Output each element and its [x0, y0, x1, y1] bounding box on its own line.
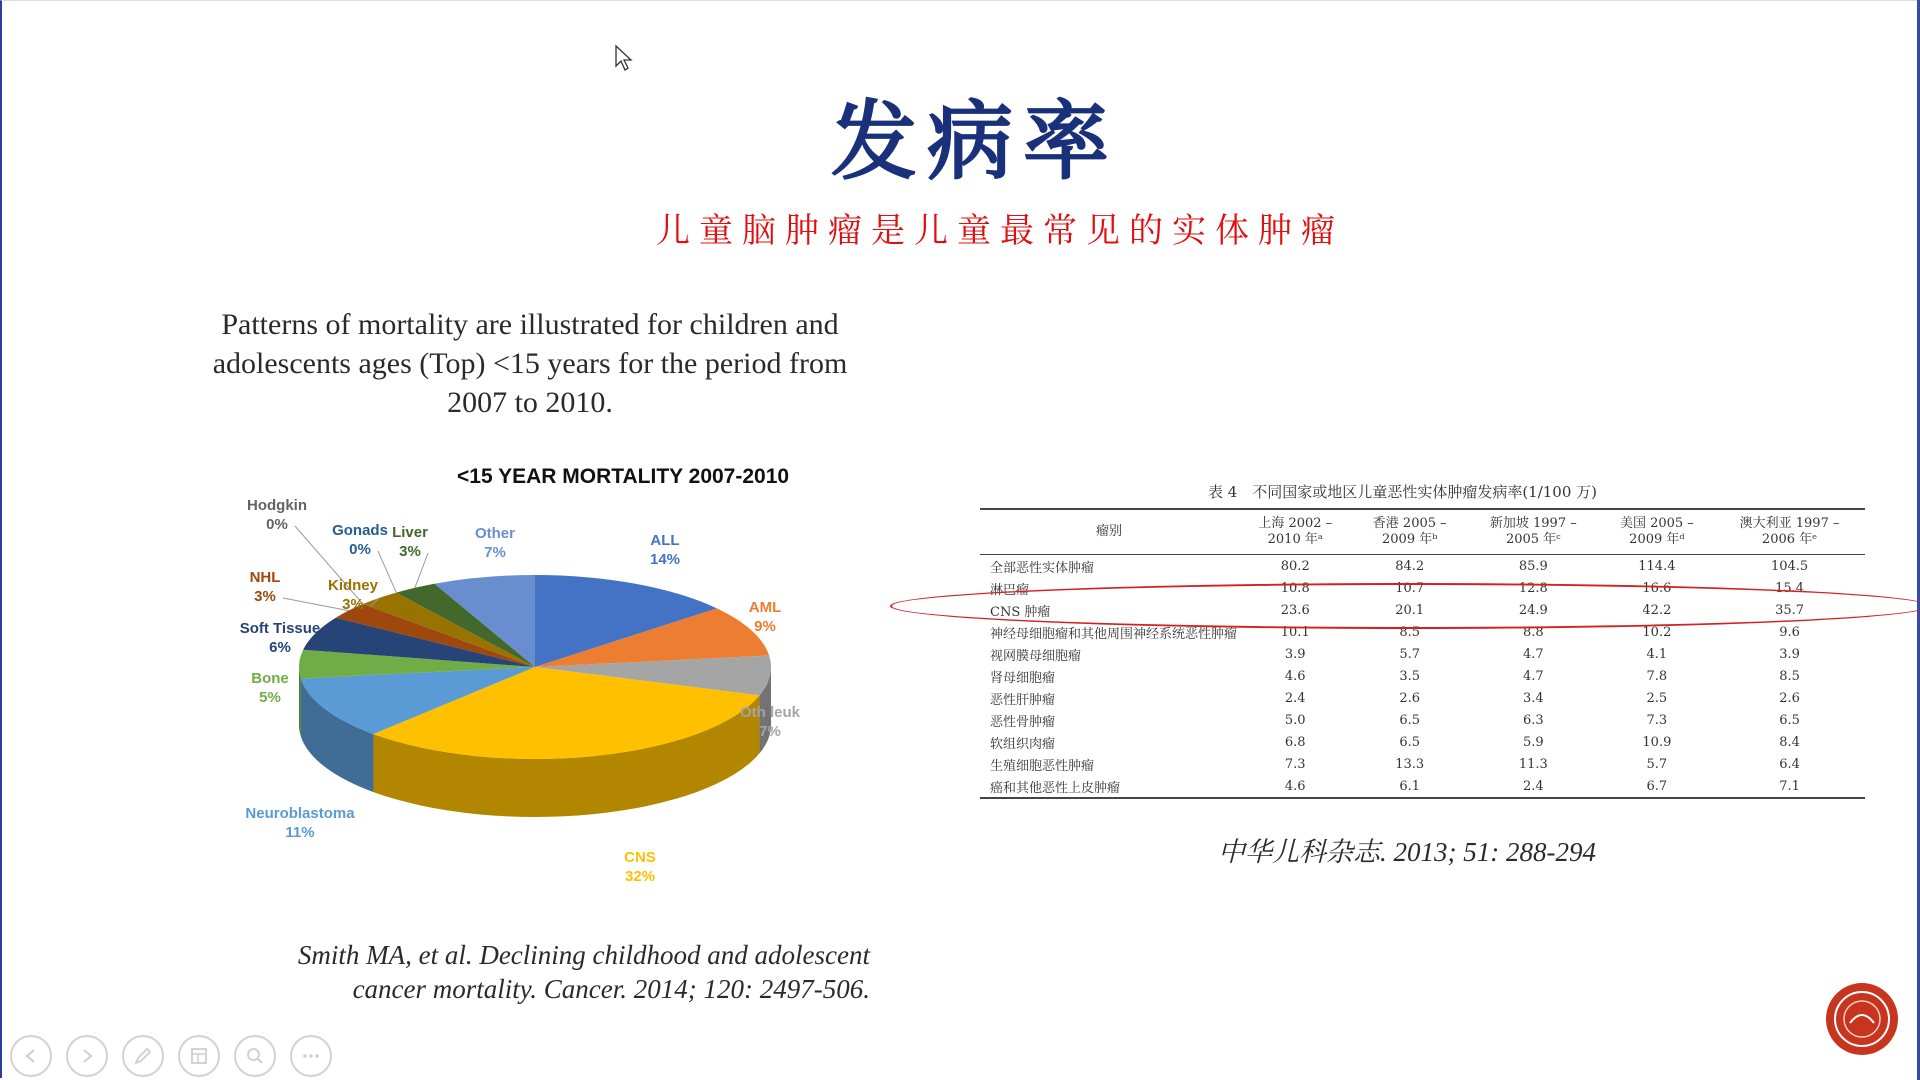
- intro-text: Patterns of mortality are illustrated for children and adolescents ages (Top) <15 years for the period from 2007 to 2010.: [212, 308, 848, 419]
- table-cell: 全部恶性实体肿瘤: [990, 560, 1095, 576]
- table-cell: 6.1: [1399, 778, 1421, 794]
- table-cell: 42.2: [1642, 602, 1672, 618]
- pie-label-value: 5%: [259, 689, 281, 706]
- pie-label-value: 9%: [754, 618, 776, 635]
- table-row: [980, 665, 1865, 687]
- pie-label-name: NHL: [249, 569, 281, 586]
- pie-label-name: Bone: [251, 670, 289, 687]
- zoom-icon: [245, 1046, 265, 1066]
- table-cell: 神经母细胞瘤和其他周围神经系统恶性肿瘤: [990, 626, 1238, 642]
- table-header-line2: 2009 年ᵈ: [1629, 532, 1685, 547]
- pie-label-name: Kidney: [327, 577, 379, 594]
- pie-label-name: Gonads: [332, 522, 388, 539]
- table-cell: 8.4: [1779, 734, 1800, 750]
- table-cell: 80.2: [1280, 558, 1310, 574]
- mouse-cursor-icon: [614, 44, 634, 72]
- table-cell: 13.3: [1395, 756, 1425, 772]
- pie-label-name: Soft Tissue: [239, 620, 321, 637]
- table-cell: 10.7: [1395, 580, 1425, 596]
- pie-label-value: 3%: [254, 588, 276, 605]
- pie-label-value: 11%: [285, 824, 315, 841]
- table-row: [980, 753, 1865, 775]
- citation-right: 中华儿科杂志. 2013; 51: 288-294: [1218, 837, 1596, 867]
- pie-label-value: 7%: [759, 723, 781, 740]
- pie-leader-line: [378, 551, 396, 593]
- table-cell: 视网膜母细胞瘤: [990, 648, 1082, 664]
- table-cell: 淋巴瘤: [990, 582, 1030, 598]
- pie-label-name: Liver: [392, 524, 428, 541]
- table-header-line1: 新加坡 1997 –: [1489, 516, 1577, 531]
- pie-label-name: Neuroblastoma: [245, 805, 355, 822]
- table-header-line1: 瘤别: [1095, 524, 1122, 539]
- table-header-line1: 美国 2005 –: [1619, 516, 1694, 531]
- table-header-cell: [1238, 509, 1352, 555]
- table-row: [980, 687, 1865, 709]
- table-cell: 3.4: [1522, 690, 1544, 706]
- table-cell: 8.8: [1522, 624, 1544, 640]
- table-cell: 软组织肉瘤: [990, 736, 1056, 752]
- table-cell: 6.5: [1399, 734, 1421, 750]
- table-cell: 16.6: [1642, 580, 1672, 596]
- table-cell: 84.2: [1395, 558, 1425, 574]
- table-header-cell: [1600, 509, 1714, 555]
- table-cell: 11.3: [1518, 756, 1548, 772]
- citation-left-line1: Smith MA, et al. Declining childhood and adolescent: [297, 940, 870, 970]
- slides-icon: [189, 1046, 209, 1066]
- table-cell: 10.8: [1280, 580, 1310, 596]
- institution-logo: [1826, 983, 1898, 1055]
- table-cell: 5.9: [1522, 734, 1544, 750]
- table-header-cell: [980, 509, 1238, 555]
- pie-label-name: Oth leuk: [739, 704, 801, 721]
- citation-left-line2: cancer mortality. Cancer. 2014; 120: 2497-506.: [352, 974, 870, 1004]
- table-cell: 2.5: [1646, 690, 1668, 706]
- slides-button[interactable]: [178, 1035, 220, 1077]
- table-cell: 114.4: [1638, 558, 1676, 574]
- table-cell: 4.7: [1522, 646, 1544, 662]
- table-cell: 4.7: [1522, 668, 1544, 684]
- table-cell: 104.5: [1770, 558, 1809, 574]
- table-cell: 恶性骨肿瘤: [990, 714, 1056, 730]
- table-header-line2: 2010 年ᵃ: [1267, 532, 1323, 547]
- pie-label-name: ALL: [650, 532, 680, 549]
- table-cell: 35.7: [1775, 602, 1805, 618]
- table-cell: 6.5: [1399, 712, 1421, 728]
- table-cell: 8.5: [1399, 624, 1421, 640]
- more-icon: [301, 1046, 321, 1066]
- table-cell: 7.3: [1646, 712, 1668, 728]
- pie-chart: [220, 455, 880, 895]
- table-cell: 5.7: [1646, 756, 1668, 772]
- table-row: [980, 643, 1865, 665]
- pen-icon: [133, 1046, 153, 1066]
- pie-label-value: 6%: [269, 639, 291, 656]
- table-cell: 恶性肝肿瘤: [990, 692, 1056, 708]
- more-button[interactable]: [290, 1035, 332, 1077]
- table-header-line2: 2005 年ᶜ: [1505, 532, 1561, 547]
- table-cell: 2.4: [1284, 690, 1306, 706]
- table-cell: 10.1: [1280, 624, 1310, 640]
- chart-title: <15 YEAR MORTALITY 2007-2010: [457, 465, 790, 488]
- table-cell: 6.3: [1522, 712, 1544, 728]
- pie-label-value: 3%: [399, 543, 421, 560]
- table-row: [980, 775, 1865, 798]
- pen-button[interactable]: [122, 1035, 164, 1077]
- pie-label-value: 0%: [266, 516, 288, 533]
- table-cell: 9.6: [1779, 624, 1800, 640]
- table-header-row: [980, 509, 1865, 555]
- table-cell: 5.7: [1399, 646, 1421, 662]
- table-cell: 7.1: [1779, 778, 1800, 794]
- table-cell: 5.0: [1284, 712, 1306, 728]
- pie-label-name: Other: [474, 525, 516, 542]
- pie-label-value: 14%: [649, 551, 681, 568]
- zoom-button[interactable]: [234, 1035, 276, 1077]
- incidence-table: [980, 508, 1865, 799]
- table-cell: 12.8: [1518, 580, 1548, 596]
- table-cell: 10.2: [1642, 624, 1672, 640]
- table-header-line1: 香港 2005 –: [1372, 516, 1447, 531]
- table-row: [980, 555, 1865, 578]
- table-row: [980, 709, 1865, 731]
- table-cell: 23.6: [1280, 602, 1310, 618]
- previous-icon: [22, 1047, 40, 1065]
- table-cell: 20.1: [1395, 602, 1425, 618]
- next-button[interactable]: [66, 1035, 108, 1077]
- cns-highlight-ellipse: [890, 583, 1920, 629]
- table-cell: 7.8: [1646, 668, 1668, 684]
- table-header-cell: [1714, 509, 1865, 555]
- table-row: [980, 731, 1865, 753]
- table-cell: 2.6: [1399, 690, 1421, 706]
- previous-button[interactable]: [10, 1035, 52, 1077]
- pie-label-value: 3%: [342, 596, 364, 613]
- table-cell: 6.8: [1284, 734, 1306, 750]
- table-cell: 4.1: [1646, 646, 1668, 662]
- table-cell: 6.4: [1779, 756, 1800, 772]
- table-header-cell: [1352, 509, 1466, 555]
- table-cell: 24.9: [1518, 602, 1548, 618]
- pie-label-name: AML: [748, 599, 782, 616]
- table-cell: 10.9: [1642, 734, 1672, 750]
- pie-label-name: CNS: [624, 849, 656, 866]
- table-cell: 6.7: [1646, 778, 1668, 794]
- pie-label-value: 32%: [624, 868, 656, 885]
- table-header-line2: 2006 年ᵉ: [1761, 532, 1818, 547]
- table-cell: 8.5: [1779, 668, 1800, 684]
- table-cell: 4.6: [1284, 668, 1306, 684]
- pie-leader-line: [283, 598, 349, 611]
- next-icon: [78, 1047, 96, 1065]
- table-cell: 3.9: [1284, 646, 1306, 662]
- table-header-line1: 澳大利亚 1997 –: [1739, 516, 1840, 531]
- table-caption: 表 4 不同国家或地区儿童恶性实体肿瘤发病率(1/100 万): [1208, 483, 1598, 501]
- table-cell: 7.3: [1284, 756, 1306, 772]
- table-cell: 15.4: [1775, 580, 1805, 596]
- table-cell: 6.5: [1779, 712, 1800, 728]
- table-header-cell: [1467, 509, 1600, 555]
- table-header-line2: 2009 年ᵇ: [1382, 532, 1438, 547]
- pie-label-name: Hodgkin: [247, 497, 307, 514]
- citation-left: [200, 938, 870, 1006]
- table-cell: 3.5: [1399, 668, 1421, 684]
- table-header-line1: 上海 2002 –: [1258, 516, 1333, 531]
- table-cell: 2.4: [1522, 778, 1544, 794]
- table-cell: 生殖细胞恶性肿瘤: [990, 758, 1095, 774]
- table-cell: 85.9: [1518, 558, 1548, 574]
- table-cell: 癌和其他恶性上皮肿瘤: [990, 780, 1121, 796]
- pie-label-value: 7%: [484, 544, 506, 561]
- table-cell: 4.6: [1284, 778, 1306, 794]
- table-cell: CNS 肿瘤: [990, 604, 1051, 620]
- pie-label-value: 0%: [349, 541, 371, 558]
- table-cell: 2.6: [1779, 690, 1800, 706]
- table-cell: 肾母细胞瘤: [990, 670, 1056, 686]
- logo-emblem-icon: [1832, 989, 1892, 1049]
- presentation-toolbar: [10, 1035, 332, 1077]
- slide-title: 发病率: [831, 91, 1119, 192]
- table-cell: 3.9: [1779, 646, 1800, 662]
- slide-subtitle: 儿童脑肿瘤是儿童最常见的实体肿瘤: [656, 211, 1344, 251]
